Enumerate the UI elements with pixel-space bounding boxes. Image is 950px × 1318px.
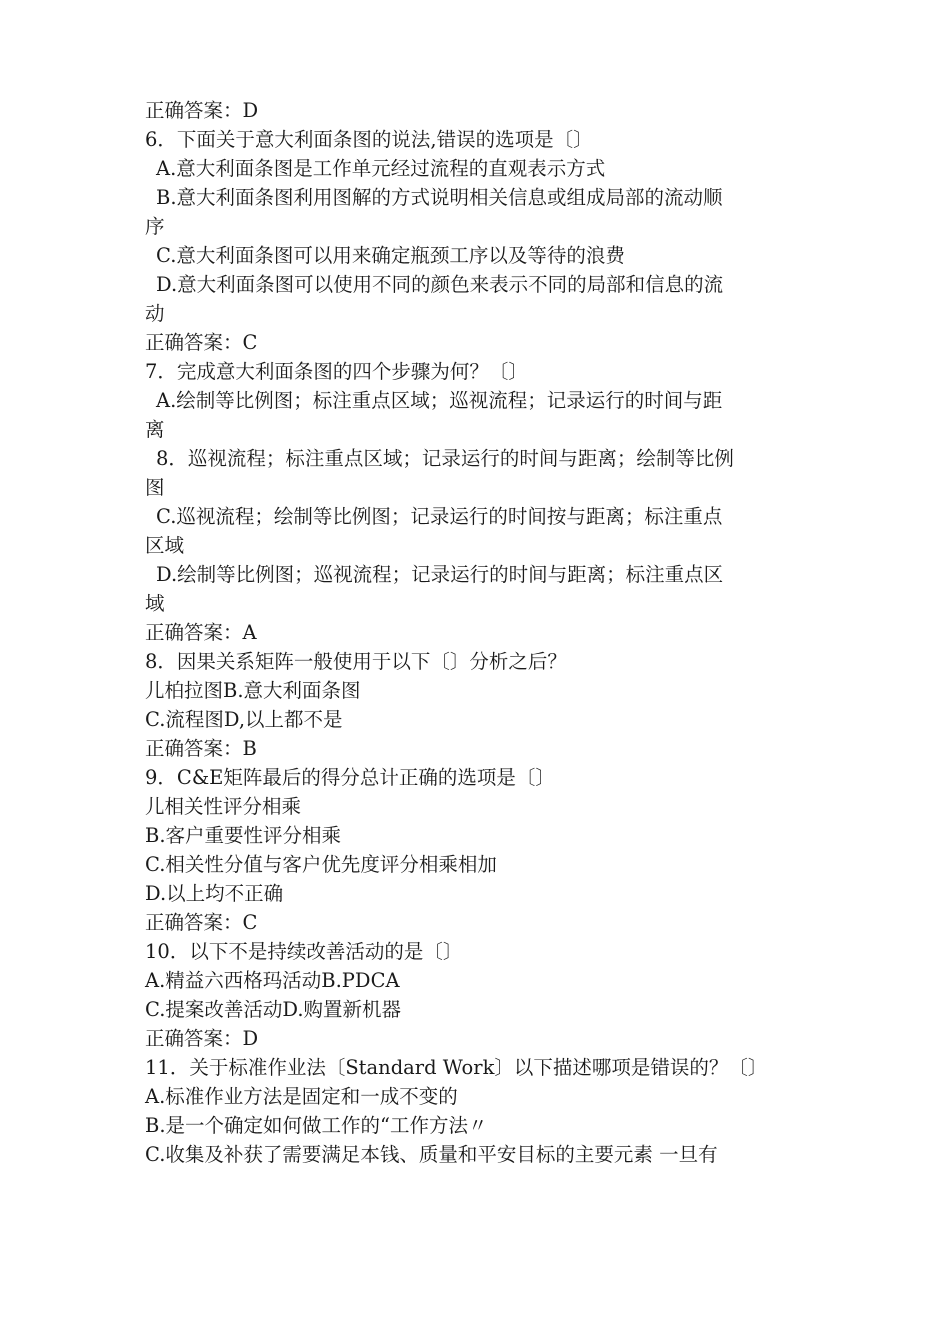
text-line: 动 — [145, 302, 165, 325]
text-line: 儿相关性评分相乘 — [145, 795, 302, 818]
text-line: A.意大利面条图是工作单元经过流程的直观表示方式 — [156, 157, 606, 180]
text-line: C.提案改善活动D.购置新机器 — [145, 998, 402, 1021]
text-line: 正确答案：A — [145, 621, 257, 644]
text-line: 正确答案：D — [145, 1027, 259, 1050]
text-line: 离 — [145, 418, 165, 441]
text-line: C.巡视流程；绘制等比例图；记录运行的时间按与距离；标注重点 — [156, 505, 723, 528]
text-line: 6．下面关于意大利面条图的说法,错误的选项是〔〕 — [145, 128, 593, 151]
document-body — [145, 96, 810, 1169]
text-line: C.相关性分值与客户优先度评分相乘相加 — [145, 853, 497, 876]
text-line: C.收集及补获了需要满足本钱、质量和平安目标的主要元素 一旦有 — [145, 1143, 718, 1166]
text-line: 正确答案：B — [145, 737, 257, 760]
text-line: 8．巡视流程；标注重点区域；记录运行的时间与距离；绘制等比例 — [156, 447, 734, 470]
text-line: 序 — [145, 215, 165, 238]
text-line: D.以上均不正确 — [145, 882, 284, 905]
text-line: A.标准作业方法是固定和一成不变的 — [145, 1085, 458, 1108]
text-line: 正确答案：C — [145, 331, 258, 354]
text-line: B.意大利面条图利用图解的方式说明相关信息或组成局部的流动顺 — [156, 186, 723, 209]
text-line: 图 — [145, 476, 165, 499]
text-line: 8．因果关系矩阵一般使用于以下〔〕分析之后？ — [145, 650, 567, 673]
text-line: 7．完成意大利面条图的四个步骤为何？〔〕 — [145, 360, 528, 383]
text-line: B.客户重要性评分相乘 — [145, 824, 342, 847]
text-line: D.意大利面条图可以使用不同的颜色来表示不同的局部和信息的流 — [156, 273, 724, 296]
text-line: D.绘制等比例图；巡视流程；记录运行的时间与距离；标注重点区 — [156, 563, 724, 586]
text-line: 10．以下不是持续改善活动的是〔〕 — [145, 940, 463, 963]
text-line: A.绘制等比例图；标注重点区域；巡视流程；记录运行的时间与距 — [156, 389, 723, 412]
text-line: 域 — [145, 592, 165, 615]
text-line: A.精益六西格玛活动B.PDCA — [145, 969, 400, 992]
text-line: B.是一个确定如何做工作的“工作方法〃 — [145, 1114, 488, 1137]
text-line: C.流程图D,以上都不是 — [145, 708, 343, 731]
text-line: 区域 — [145, 534, 185, 557]
text-line: C.意大利面条图可以用来确定瓶颈工序以及等待的浪费 — [156, 244, 625, 267]
text-line: 9．C&E矩阵最后的得分总计正确的选项是〔〕 — [145, 766, 555, 789]
text-line: 11．关于标准作业法〔Standard Work〕以下描述哪项是错误的？〔〕 — [145, 1056, 768, 1079]
text-line: 正确答案：D — [145, 99, 259, 122]
text-line: 儿柏拉图B.意大利面条图 — [145, 679, 361, 702]
text-line: 正确答案：C — [145, 911, 258, 934]
